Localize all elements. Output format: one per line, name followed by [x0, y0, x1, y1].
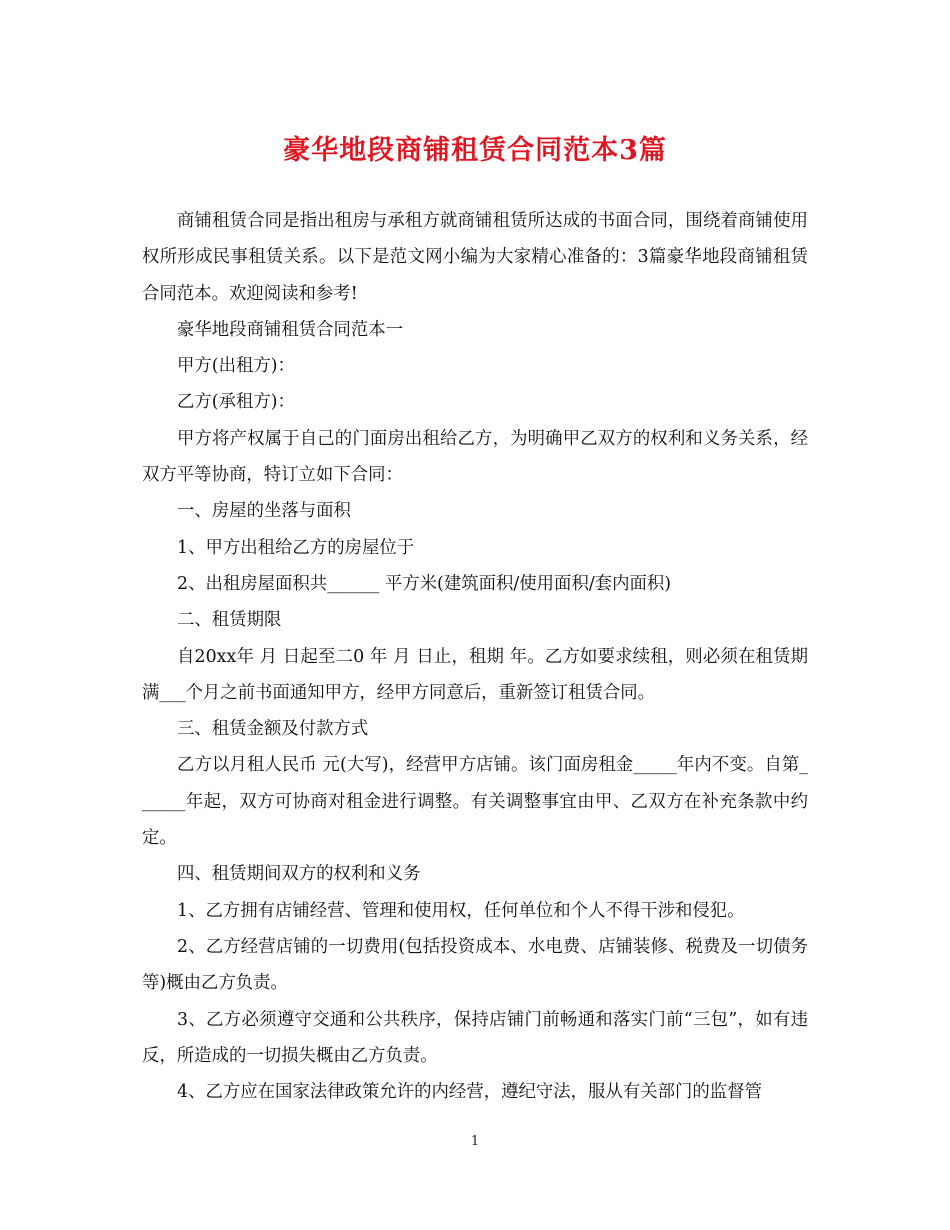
clause-paragraph: 4、乙方应在国家法律政策允许的内经营，遵纪守法，服从有关部门的监督管 — [177, 1082, 762, 1103]
section-heading: 四、租赁期间双方的权利和义务 — [177, 864, 421, 885]
intro-paragraph: 商铺租赁合同是指出租房与承租方就商铺租赁所达成的书面合同，围绕着商铺使用权所形成民事租赁关系。以下是范文网小编为大家精心准备的：3篇豪华地段商铺租赁合同范本。欢迎阅读和参考! — [142, 211, 808, 304]
clause-paragraph: 2、出租房屋面积共______ 平方米(建筑面积/使用面积/套内面积) — [177, 573, 672, 594]
preamble-paragraph: 甲方将产权属于自己的门面房出租给乙方，为明确甲乙双方的权利和义务关系，经双方平等协商，特订立如下合同： — [142, 428, 808, 486]
clause-paragraph: 1、甲方出租给乙方的房屋位于 — [177, 537, 415, 558]
party-a-line: 甲方(出租方)： — [177, 356, 295, 377]
clause-paragraph: 自20xx年 月 日起至二0 年 月 日止，租期 年。乙方如要求续租，则必须在租赁期满___个月之前书面通知甲方，经甲方同意后，重新签订租赁合同。 — [142, 646, 808, 703]
party-b-line: 乙方(承租方)： — [177, 392, 295, 413]
section-heading: 一、房屋的坐落与面积 — [177, 501, 351, 522]
contract-heading: 豪华地段商铺租赁合同范本一 — [177, 319, 404, 340]
clause-paragraph: 1、乙方拥有店铺经营、管理和使用权，任何单位和个人不得干涉和侵犯。 — [177, 900, 745, 921]
document-title: 豪华地段商铺租赁合同范本3篇 — [283, 135, 667, 166]
section-heading: 三、租赁金额及付款方式 — [177, 719, 369, 740]
clause-paragraph: 2、乙方经营店铺的一切费用(包括投资成本、水电费、店铺装修、税费及一切债务等)概由乙方负责。 — [142, 936, 808, 994]
clause-paragraph: 3、乙方必须遵守交通和公共秩序，保持店铺门前畅通和落实门前“三包”，如有违反，所造成的一切损失概由乙方负责。 — [142, 1009, 808, 1066]
section-heading: 二、租赁期限 — [177, 610, 282, 631]
document-body — [142, 203, 808, 1110]
clause-paragraph: 乙方以月租人民币 元(大写)，经营甲方店铺。该门面房租金_____年内不变。自第______年起，双方可协商对租金进行调整。有关调整事宜由甲、乙双方在补充条款中约定。 — [142, 755, 808, 849]
page-number: 1 — [470, 1134, 480, 1149]
